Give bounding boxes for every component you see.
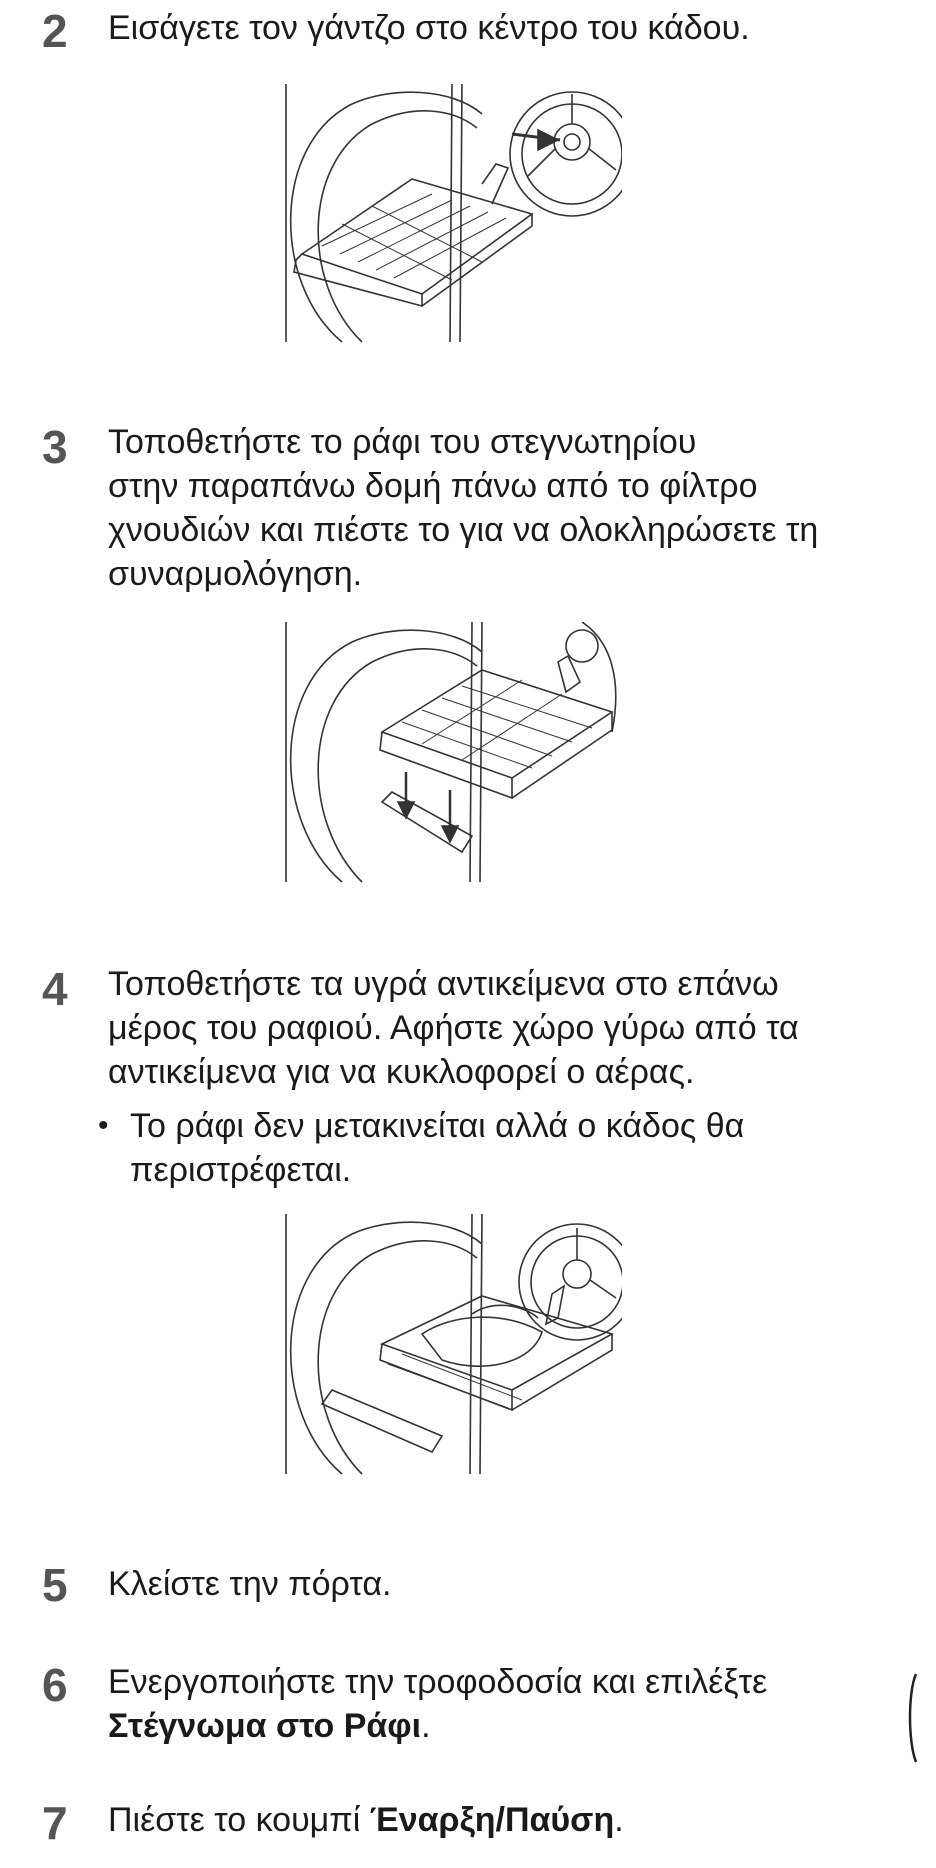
note-bullet [98,1104,858,1194]
margin-bracket [904,1672,920,1769]
step-text-line: Τοποθετήστε το ράφι του στεγνωτηρίου [108,423,697,461]
punctuation: . [614,1801,624,1839]
step-text-line: χνουδιών και πιέστε το για να ολοκληρώσετε τη [108,511,819,549]
step-text: Εισάγετε τον γάντζο στο κέντρο του κάδου. [108,9,750,47]
illustration-hook-insert [282,84,622,344]
program-name: Στέγνωμα στο Ράφι [108,1707,422,1745]
punctuation: . [421,1707,431,1745]
bullet-icon: • [98,1109,109,1142]
step-text-line: μέρος του ραφιού. Αφήστε χώρο γύρω από τα [108,1009,799,1047]
step-text: Κλείστε την πόρτα. [108,1565,392,1603]
step-text-line: Ενεργοποιήστε την τροφοδοσία και επιλέξτε [108,1663,768,1701]
step-text-prefix: Πιέστε το κουμπί [108,1801,370,1839]
bullet-text-line: περιστρέφεται. [130,1151,352,1189]
bullet-text [130,1104,830,1192]
step-number: 6 [42,1659,68,1711]
illustration-shelf-assembly [282,622,622,884]
step-text-line: στην παραπάνω δομή πάνω από το φίλτρο [108,467,758,505]
step-text [108,420,818,596]
illustration-items-on-shelf [282,1214,622,1476]
step-text-line: συναρμολόγηση. [108,555,363,593]
step-text [108,1660,767,1748]
button-name: Έναρξη/Παύση [369,1801,615,1839]
step-number: 2 [42,5,68,57]
bullet-text-line: Το ράφι δεν μετακινείται αλλά ο κάδος θα [130,1107,745,1145]
step-text-line: Τοποθετήστε τα υγρά αντικείμενα στο επάνω [108,965,779,1003]
step-number: 5 [42,1559,68,1611]
step-text-line: αντικείμενα για να κυκλοφορεί ο αέρας. [108,1053,695,1091]
step-number: 3 [42,421,68,473]
dryer-shelf-drawing [282,622,622,884]
step-text [108,962,799,1094]
dryer-hook-drawing [282,84,622,344]
step-text [108,1798,624,1842]
step-number: 4 [42,963,68,1015]
dryer-items-drawing [282,1214,622,1476]
step-number: 7 [42,1797,68,1849]
